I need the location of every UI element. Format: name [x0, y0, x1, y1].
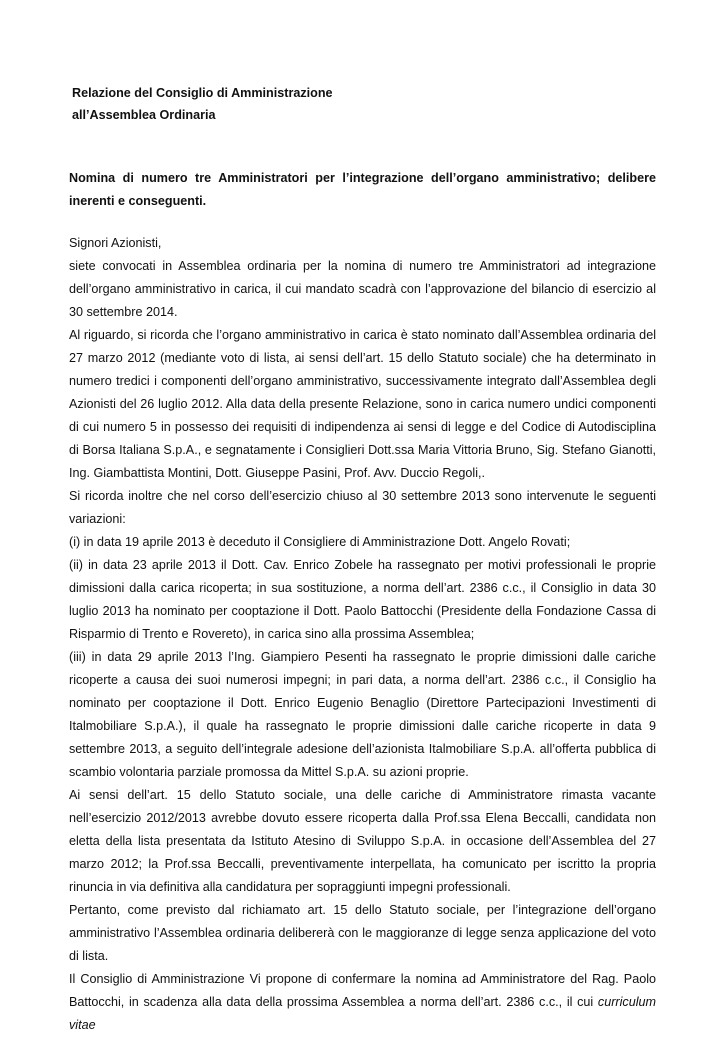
- paragraph-board-composition: Al riguardo, si ricorda che l’organo amministrativo in carica è stato nominato dall’Assemblea ordinaria del 27 marzo 2012 (mediante voto di lista, ai sensi dell’art. 15 dello Statuto sociale) che ha determinato in numero tredici i componenti dell’organo amministrativo, successivamente integrato dall’Assemblea degli Azionisti del 26 luglio 2012. Alla data della presente Relazione, sono in carica numero undici componenti di cui numero 5 in possesso dei requisiti di indipendenza ai sensi di legge e del Codice di Autodisciplina di Borsa Italiana S.p.A., e segnatamente i Consiglieri Dott.ssa Maria Vittoria Bruno, Sig. Stefano Gianotti, Ing. Giambattista Montini, Dott. Giuseppe Pasini, Prof. Avv. Duccio Regoli,.: [69, 328, 656, 480]
- curriculum-vitae-italic: curriculum vitae: [69, 995, 656, 1032]
- paragraph-variation-ii: (ii) in data 23 aprile 2013 il Dott. Cav. Enrico Zobele ha rassegnato per motivi professionali le proprie dimissioni dalla carica ricoperta; in sua sostituzione, a norma dell’art. 2386 c.c., il Consiglio in data 30 luglio 2013 ha nominato per cooptazione il Dott. Paolo Battocchi (Presidente della Fondazione Cassa di Risparmio di Trento e Rovereto), in carica sino alla prossima Assemblea;: [69, 558, 656, 641]
- salutation: Signori Azionisti,: [69, 236, 162, 250]
- paragraph-vacancy: Ai sensi dell’art. 15 dello Statuto sociale, una delle cariche di Amministratore rimasta vacante nell’esercizio 2012/2013 avrebbe dovuto essere ricoperta dalla Prof.ssa Elena Beccalli, candidata non eletta della lista presentata da Istituto Atesino di Sviluppo S.p.A. in occasione dell’Assemblea del 27 marzo 2012; la Prof.ssa Beccalli, preventivamente interpellata, ha comunicato per iscritto la propria rinuncia in via definitiva alla candidatura per sopraggiunti impegni professionali.: [69, 788, 656, 894]
- section-title: Nomina di numero tre Amministratori per l’integrazione dell’organo amministrativo; delibere inerenti e conseguenti.: [69, 171, 656, 208]
- report-title-line-2: all’Assemblea Ordinaria: [72, 108, 216, 122]
- paragraph-convocation: siete convocati in Assemblea ordinaria per la nomina di numero tre Amministratori ad integrazione dell’organo amministrativo in carica, il cui mandato scadrà con l’approvazione del bilancio di esercizio al 30 settembre 2014.: [69, 259, 656, 319]
- paragraph-variation-i: (i) in data 19 aprile 2013 è deceduto il Consigliere di Amministrazione Dott. Angelo Rovati;: [69, 535, 571, 549]
- proposal-text: Il Consiglio di Amministrazione Vi propone di confermare la nomina ad Amministratore del Rag. Paolo Battocchi, in scadenza alla data della prossima Assemblea a norma dell’art. 2386 c.c., il cui: [69, 972, 656, 1009]
- paragraph-majority-vote: Pertanto, come previsto dal richiamato art. 15 dello Statuto sociale, per l’integrazione dell’organo amministrativo l’Assemblea ordinaria delibererà con le maggioranze di legge senza applicazione del voto di lista.: [69, 903, 656, 963]
- body-text: [69, 232, 656, 1037]
- report-title-line-1: Relazione del Consiglio di Amministrazione: [72, 86, 333, 100]
- report-title: [72, 82, 652, 126]
- paragraph-variation-iii: (iii) in data 29 aprile 2013 l’Ing. Giampiero Pesenti ha rassegnato le proprie dimissioni dalle cariche ricoperte a causa dei suoi numerosi impegni; in pari data, a norma dell’art. 2386 c.c., il Consiglio ha nominato per cooptazione il Dott. Enrico Eugenio Benaglio (Direttore Partecipazioni Investimenti di Italmobiliare S.p.A.), il quale ha rassegnato le proprie dimissioni dalle cariche ricoperte in data 9 settembre 2013, a seguito dell’integrale adesione dell’azionista Italmobiliare S.p.A. all’offerta pubblica di scambio volontaria parziale promossa da Mittel S.p.A. su azioni proprie.: [69, 650, 656, 779]
- paragraph-proposal: [69, 968, 656, 1037]
- paragraph-variations-intro: Si ricorda inoltre che nel corso dell’esercizio chiuso al 30 settembre 2013 sono intervenute le seguenti variazioni:: [69, 489, 656, 526]
